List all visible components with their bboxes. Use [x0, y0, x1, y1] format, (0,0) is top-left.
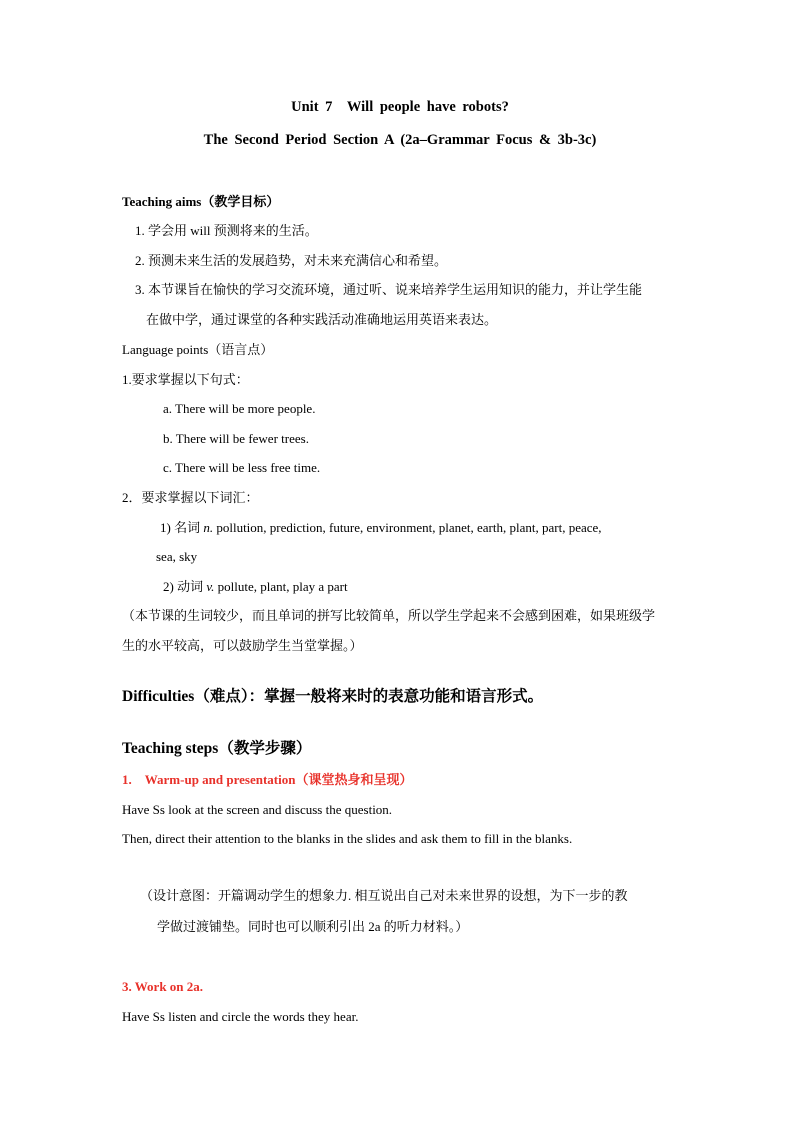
aim-item-3: 3. 本节课旨在愉快的学习交流环境，通过听、说来培养学生运用知识的能力，并让学生能 — [135, 282, 643, 297]
nouns-line-cont: sea, sky — [156, 549, 198, 564]
verbs-list: pollute, plant, play a part — [214, 579, 348, 594]
design-intent-line-2: 学做过渡铺垫。同时也可以顺利引出 2a 的听力材料。） — [157, 919, 469, 934]
aim-item-3-cont: 在做中学，通过课堂的各种实践活动准确地运用英语来表达。 — [146, 312, 498, 327]
nouns-line — [160, 519, 602, 537]
teaching-aims-heading: Teaching aims（教学目标） — [122, 194, 280, 209]
step-1-line-1: Have Ss look at the screen and discuss the question. — [122, 802, 393, 817]
teaching-steps-heading: Teaching steps（教学步骤） — [122, 740, 312, 757]
note-line-1: （本节课的生词较少，而且单词的拼写比较简单，所以学生学起来不会感到困难，如果班级学 — [122, 608, 656, 623]
sentence-patterns-label: 1.要求掌握以下句式： — [122, 372, 249, 387]
nouns-abbr: n. — [203, 520, 214, 535]
language-points-heading: Language points（语言点） — [122, 342, 274, 357]
verbs-line — [163, 578, 348, 596]
nouns-prefix: 1) 名词 — [160, 520, 204, 535]
verbs-abbr: v. — [206, 579, 215, 594]
step-3-heading: 3. Work on 2a. — [122, 979, 204, 994]
note-line-2: 生的水平较高，可以鼓励学生当堂掌握。） — [122, 638, 363, 653]
aim-item-2: 2. 预测未来生活的发展趋势，对未来充满信心和希望。 — [135, 253, 448, 268]
vocabulary-label: 2．要求掌握以下词汇： — [122, 490, 259, 505]
sentence-item-a: a. There will be more people. — [163, 401, 316, 416]
verbs-prefix: 2) 动词 — [163, 579, 207, 594]
document-title: Unit 7 Will people have robots? — [291, 99, 509, 115]
sentence-item-b: b. There will be fewer trees. — [163, 431, 309, 446]
aim-item-1: 1. 学会用 will 预测将来的生活。 — [135, 223, 318, 238]
step-1-line-2: Then, direct their attention to the blanks in the slides and ask them to fill in the blanks. — [122, 831, 573, 846]
step-1-heading: 1. Warm-up and presentation（课堂热身和呈现） — [122, 772, 413, 787]
difficulties-heading: Difficulties（难点）：掌握一般将来时的表意功能和语言形式。 — [122, 688, 544, 705]
sentence-item-c: c. There will be less free time. — [163, 460, 321, 475]
step-3-line-1: Have Ss listen and circle the words they hear. — [122, 1009, 359, 1024]
design-intent-line-1: （设计意图：开篇调动学生的想象力. 相互说出自己对未来世界的设想，为下一步的教 — [140, 888, 628, 903]
document-subtitle: The Second Period Section A (2a–Grammar Focus & 3b-3c) — [203, 132, 597, 148]
nouns-list: pollution, prediction, future, environment, planet, earth, plant, part, peace, — [213, 520, 602, 535]
